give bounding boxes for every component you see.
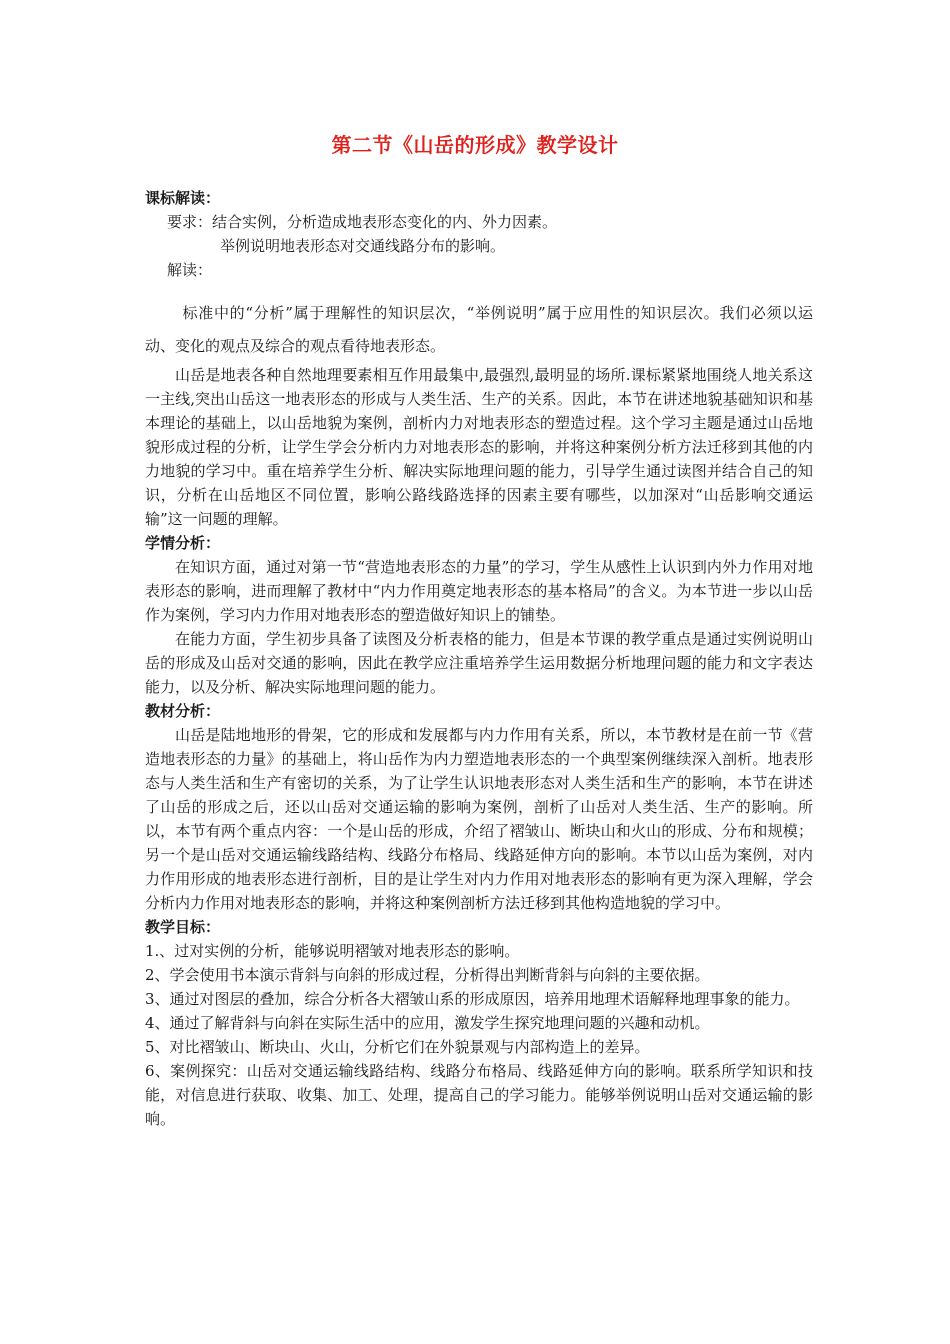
goal-item: 3、通过对图层的叠加，综合分析各大褶皱山系的形成原因，培养用地理术语解释地理事象的能力。 — [145, 990, 800, 1008]
goal-item: 5、对比褶皱山、断块山、火山，分析它们在外貌景观与内部构造上的差异。 — [145, 1038, 650, 1056]
paragraph-mountain-intro: 山岳是地表各种自然地理要素相互作用最集中,最强烈,最明显的场所.课标紧紧地围绕人地关系这一主线,突出山岳这一地表形态的形成与人类生活、生产的关系。因此，本节在讲述地貌基础知识和基本理论的基础上，以山岳地貌为案例，剖析内力对地表形态的塑造过程。这个学习主题是通过山岳地貌形成过程的分析，让学生学会分析内力对地表形态的影响，并将这种案例分析方法迁移到其他的内力地貌的学习中。重在培养学生分析、解决实际地理问题的能力，引导学生通过读图并结合自己的知识，分析在山岳地区不同位置，影响公路线路选择的因素主要有哪些，以加深对“山岳影响交通运输”这一问题的理解。 — [145, 366, 813, 528]
section-heading-kebiao: 课标解读： — [145, 189, 221, 207]
goal-item: 1.、过对实例的分析，能够说明褶皱对地表形态的影响。 — [145, 942, 520, 960]
paragraph-knowledge: 在知识方面，通过对第一节“营造地表形态的力量”的学习，学生从感性上认识到内外力作用对地表形态的影响，进而理解了教材中“内力作用奠定地表形态的基本格局”的含义。为本节进一步以山岳作为案例，学习内力作用对地表形态的塑造做好知识上的铺垫。 — [145, 558, 813, 624]
paragraph-ability: 在能力方面，学生初步具备了读图及分析表格的能力，但是本节课的教学重点是通过实例说明山岳的形成及山岳对交通的影响，因此在教学应注重培养学生运用数据分析地理问题的能力和文字表达能力，以及分析、解决实际地理问题的能力。 — [145, 630, 813, 696]
document-title: 第二节《山岳的形成》教学设计 — [331, 133, 619, 157]
goal-item: 2、学会使用书本演示背斜与向斜的形成过程，分析得出判断背斜与向斜的主要依据。 — [145, 966, 710, 984]
goal-item: 4、通过了解背斜与向斜在实际生活中的应用，激发学生探究地理问题的兴趣和动机。 — [145, 1014, 710, 1032]
interpretation-label: 解读： — [167, 261, 213, 279]
goal-item: 6、案例探究：山岳对交通运输线路结构、线路分布格局、线路延伸方向的影响。联系所学知识和技能，对信息进行获取、收集、加工、处理，提高自己的学习能力。能够举例说明山岳对交通运输的影响。 — [145, 1062, 813, 1128]
requirement-line-1: 要求：结合实例，分析造成地表形态变化的内、外力因素。 — [167, 213, 558, 231]
section-heading-xueqing: 学情分析： — [145, 534, 221, 552]
document-body — [145, 186, 813, 1131]
paragraph-standard: 标准中的“分析”属于理解性的知识层次，“举例说明”属于应用性的知识层次。我们必须以运动、变化的观点及综合的观点看待地表形态。 — [145, 304, 813, 355]
paragraph-textbook: 山岳是陆地地形的骨架，它的形成和发展都与内力作用有关系，所以，本节教材是在前一节《营造地表形态的力量》的基础上，将山岳作为内力塑造地表形态的一个典型案例继续深入剖析。地表形态与人类生活和生产有密切的关系，为了让学生认识地表形态对人类生活和生产的影响，本节在讲述了山岳的形成之后，还以山岳对交通运输的影响为案例，剖析了山岳对人类生活、生产的影响。所以，本节有两个重点内容：一个是山岳的形成，介绍了褶皱山、断块山和火山的形成、分布和规模；另一个是山岳对交通运输线路结构、线路分布格局、线路延伸方向的影响。本节以山岳为案例，对内力作用形成的地表形态进行剖析，目的是让学生对内力作用对地表形态的影响有更为深入理解，学会分析内力作用对地表形态的影响，并将这种案例剖析方法迁移到其他构造地貌的学习中。 — [145, 726, 813, 912]
requirement-line-2: 举例说明地表形态对交通线路分布的影响。 — [220, 237, 506, 255]
section-heading-mubiao: 教学目标： — [145, 918, 221, 936]
section-heading-jiaocai: 教材分析： — [145, 702, 221, 720]
